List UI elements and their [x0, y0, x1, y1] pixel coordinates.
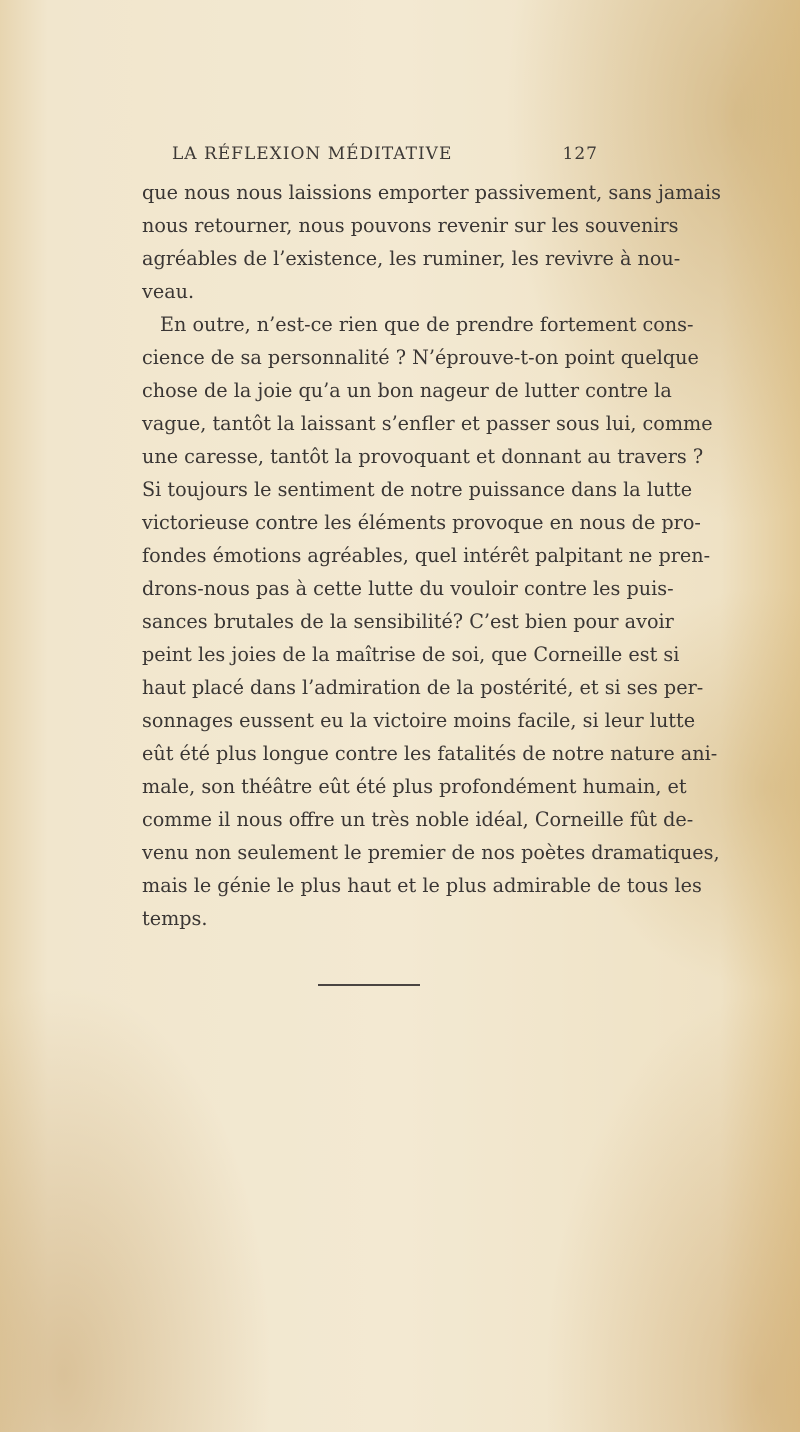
text-line: vague, tantôt la laissant s’enfler et passer sous lui, comme: [142, 412, 713, 435]
text-line: comme il nous offre un très noble idéal, Corneille fût de-: [142, 808, 694, 831]
body-text: [142, 176, 721, 935]
text-line: agréables de l’existence, les ruminer, les revivre à nou-: [142, 247, 681, 270]
text-line: une caresse, tantôt la provoquant et donnant au travers ?: [142, 445, 704, 468]
section-end-rule: [318, 984, 420, 986]
text-line: que nous nous laissions emporter passivement, sans jamais: [142, 181, 721, 204]
text-line: haut placé dans l’admiration de la postérité, et si ses per-: [142, 676, 704, 699]
text-line: nous retourner, nous pouvons revenir sur les souvenirs: [142, 214, 679, 237]
text-line: En outre, n’est-ce rien que de prendre fortement cons-: [160, 313, 694, 336]
text-line: sonnages eussent eu la victoire moins facile, si leur lutte: [142, 709, 696, 732]
text-line: chose de la joie qu’a un bon nageur de lutter contre la: [142, 379, 672, 402]
text-line: temps.: [142, 907, 208, 930]
page-number: 127: [562, 144, 598, 164]
running-title: LA RÉFLEXION MÉDITATIVE: [172, 144, 453, 164]
text-line: fondes émotions agréables, quel intérêt palpitant ne pren-: [142, 544, 711, 567]
text-line: peint les joies de la maîtrise de soi, que Corneille est si: [142, 643, 680, 666]
running-head: [172, 144, 598, 168]
text-line: venu non seulement le premier de nos poètes dramatiques,: [142, 841, 720, 864]
text-line: victorieuse contre les éléments provoque en nous de pro-: [142, 511, 701, 534]
text-line: mais le génie le plus haut et le plus admirable de tous les: [142, 874, 702, 897]
text-line: sances brutales de la sensibilité? C’est bien pour avoir: [142, 610, 674, 633]
text-line: cience de sa personnalité ? N’éprouve-t-on point quelque: [142, 346, 699, 369]
text-line: eût été plus longue contre les fatalités de notre nature ani-: [142, 742, 718, 765]
text-line: male, son théâtre eût été plus profondément humain, et: [142, 775, 687, 798]
text-line: Si toujours le sentiment de notre puissance dans la lutte: [142, 478, 693, 501]
text-line: drons-nous pas à cette lutte du vouloir contre les puis-: [142, 577, 674, 600]
text-line: veau.: [142, 280, 195, 303]
